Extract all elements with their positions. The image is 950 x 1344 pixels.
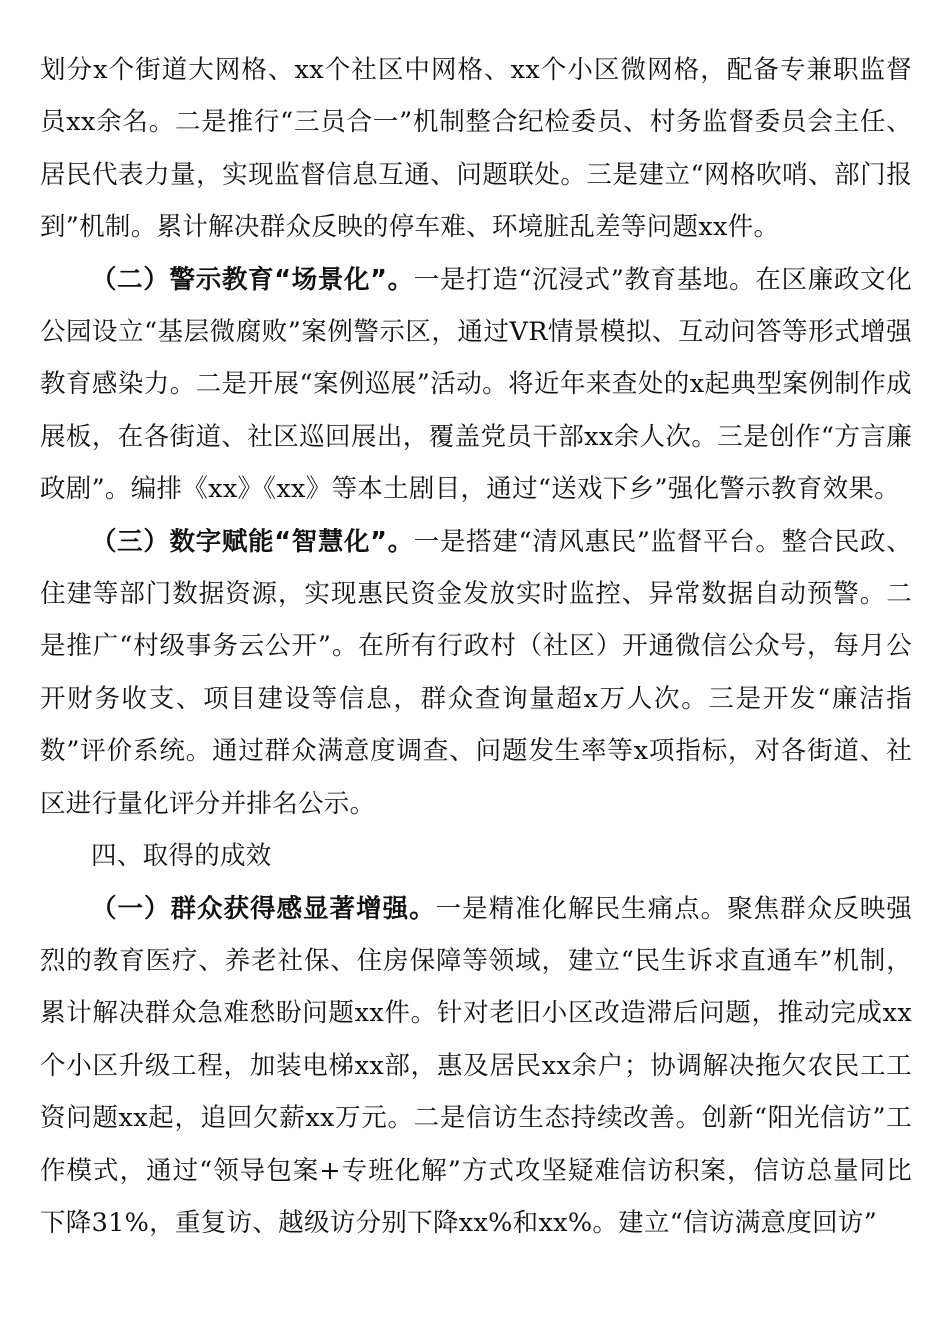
paragraph-lead: （二）警示教育“场景化”。 bbox=[91, 264, 414, 295]
paragraph-body: 划分x个街道大网格、xx个社区中网格、xx个小区微网格，配备专兼职监督员xx余名。二是推行“三员合一”机制整合纪检委员、村务监督委员会主任、居民代表力量，实现监督信息互通、问题联处。三是建立“网格吹哨、部门报到”机制。累计解决群众反映的停车难、环境脏乱差等问题xx件。 bbox=[40, 55, 912, 243]
paragraph-grid-supervision bbox=[40, 44, 912, 254]
paragraph-public-gains bbox=[40, 883, 912, 1250]
paragraph-body: 一是搭建“清风惠民”监督平台。整合民政、住建等部门数据资源，实现惠民资金发放实时监控、异常数据自动预警。二是推广“村级事务云公开”。在所有行政村（社区）开通微信公众号，每月公开财务收支、项目建设等信息，群众查询量超x万人次。三是开发“廉洁指数”评价系统。通过群众满意度调查、问题发生率等x项指标，对各街道、社区进行量化评分并排名公示。 bbox=[40, 526, 912, 819]
document-body bbox=[40, 44, 912, 1249]
paragraph-body: 一是精准化解民生痛点。聚焦群众反映强烈的教育医疗、养老社保、住房保障等领域，建立“民生诉求直通车”机制，累计解决群众急难愁盼问题xx件。针对老旧小区改造滞后问题，推动完成xx个小区升级工程，加装电梯xx部，惠及居民xx余户；协调解决拖欠农民工工资问题xx起，追回欠薪xx万元。二是信访生态持续改善。创新“阳光信访”工作模式，通过“领导包案+专班化解”方式攻坚疑难信访积案，信访总量同比下降31%，重复访、越级访分别下降xx%和xx%。建立“信访满意度回访” bbox=[40, 893, 913, 1238]
section-heading: 四、取得的成效 bbox=[91, 841, 272, 872]
paragraph-lead: （一）群众获得感显著增强。 bbox=[91, 893, 436, 924]
paragraph-digital-empowerment bbox=[40, 516, 912, 830]
paragraph-lead: （三）数字赋能“智慧化”。 bbox=[91, 526, 414, 557]
paragraph-body: 一是打造“沉浸式”教育基地。在区廉政文化公园设立“基层微腐败”案例警示区，通过VR情景模拟、互动问答等形式增强教育感染力。二是开展“案例巡展”活动。将近年来查处的x起典型案例制作成展板，在各街道、社区巡回展出，覆盖党员干部xx余人次。三是创作“方言廉政剧”。编排《xx》《xx》等本土剧目，通过“送戏下乡”强化警示教育效果。 bbox=[40, 264, 912, 505]
paragraph-warning-education bbox=[40, 254, 912, 516]
